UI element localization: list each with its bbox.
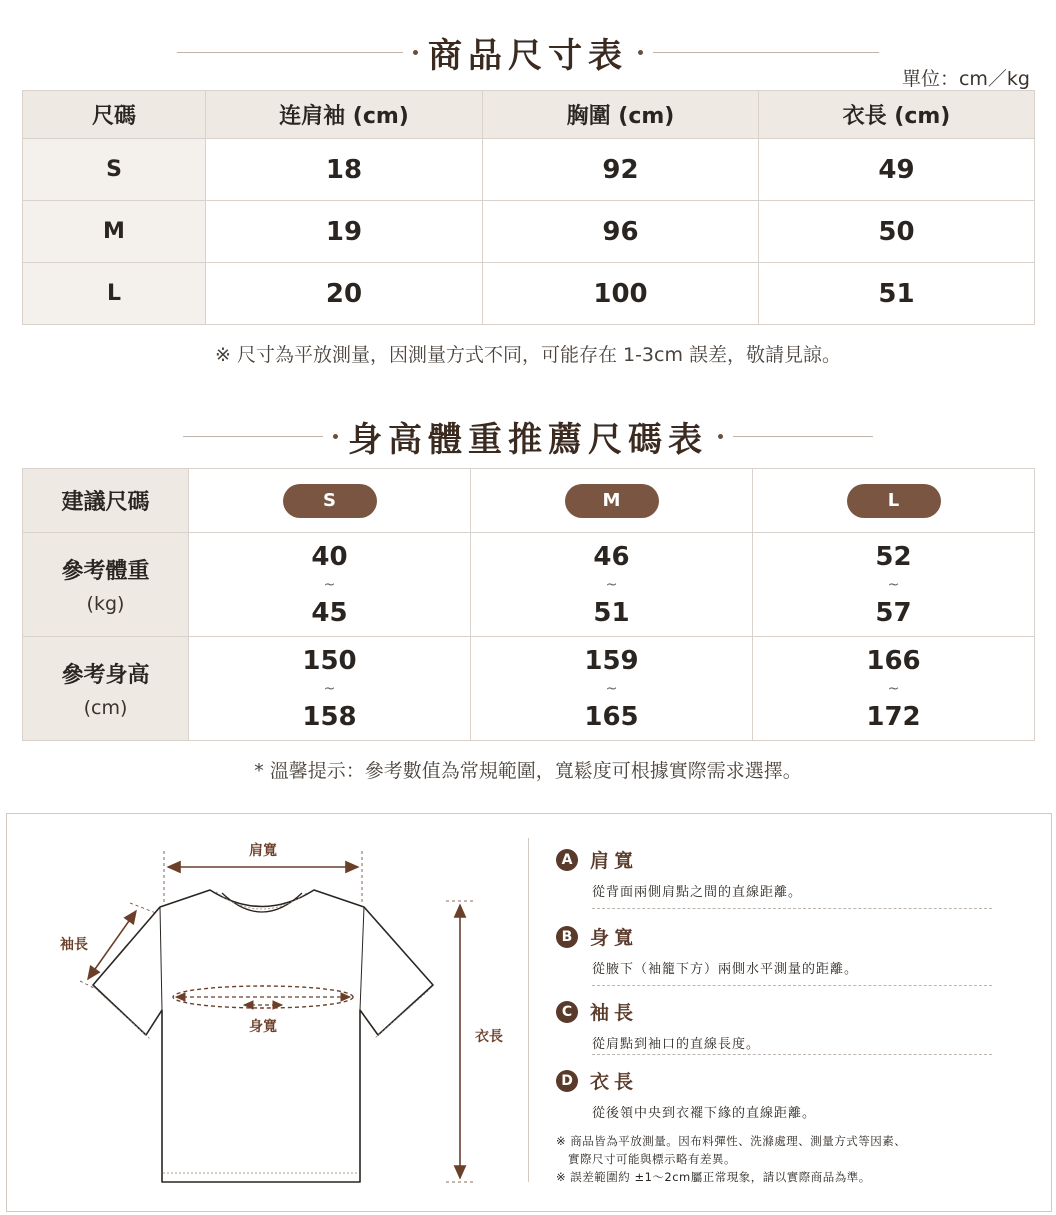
table-row — [23, 533, 1035, 637]
body-label: 身寬 — [249, 1019, 277, 1035]
table-row — [23, 469, 1035, 533]
legend-title: 袖長 — [590, 1002, 639, 1024]
height-row-label — [23, 637, 189, 741]
size-pill: M — [565, 484, 659, 518]
range-min: 166 — [866, 645, 921, 676]
size-cell: L — [23, 263, 206, 325]
recommend-title-row — [0, 412, 1056, 461]
value-cell: 92 — [483, 139, 759, 201]
size-chart-title: 商品尺寸表 — [428, 36, 628, 76]
range-max: 51 — [593, 597, 630, 628]
legend-title: 肩寬 — [590, 850, 639, 872]
legend-item-body — [556, 909, 992, 985]
range-tilde: ~ — [323, 576, 336, 593]
size-pill: S — [283, 484, 377, 518]
title-dot — [333, 434, 338, 439]
table-row — [23, 201, 1035, 263]
size-pill: L — [847, 484, 941, 518]
fine-print — [556, 1132, 906, 1186]
legend-desc: 從背面兩側肩點之間的直線距離。 — [592, 885, 803, 900]
title-dot — [718, 434, 723, 439]
weight-cell — [189, 533, 471, 637]
range-tilde: ~ — [887, 576, 900, 593]
legend-item-shoulder — [556, 846, 992, 908]
legend-title: 衣長 — [590, 1071, 639, 1093]
legend-head — [556, 923, 992, 950]
size-pill-cell — [471, 469, 753, 533]
title-dot — [638, 50, 643, 55]
badge-c: C — [556, 1001, 578, 1023]
size-row-label-text: 建議尺碼 — [61, 490, 150, 515]
title-line-right — [733, 436, 873, 437]
height-cell — [189, 637, 471, 741]
header-sleeve: 连肩袖 (cm) — [206, 91, 483, 139]
table-row — [23, 139, 1035, 201]
range-min: 150 — [302, 645, 357, 676]
value-cell: 96 — [483, 201, 759, 263]
fine-print-line: ※ 誤差範圍約 ±1～2cm屬正常現象，請以實際商品為準。 — [556, 1170, 871, 1184]
weight-cell — [753, 533, 1035, 637]
badge-a: A — [556, 849, 578, 871]
recommend-title: 身高體重推薦尺碼表 — [348, 420, 708, 460]
size-row-label — [23, 469, 189, 533]
range-min: 40 — [311, 541, 348, 572]
height-cell — [471, 637, 753, 741]
size-table — [22, 90, 1035, 325]
range-max: 57 — [875, 597, 912, 628]
guide-divider — [528, 838, 529, 1182]
size-pill-cell — [189, 469, 471, 533]
size-note: ※ 尺寸為平放測量，因測量方式不同，可能存在 1-3cm 誤差，敬請見諒。 — [214, 344, 842, 366]
value-cell: 51 — [759, 263, 1035, 325]
tshirt-outline — [93, 890, 433, 1182]
fine-print-line: ※ 商品皆為平放測量。因布料彈性、洗滌處理、測量方式等因素、 — [556, 1134, 907, 1148]
weight-cell — [471, 533, 753, 637]
height-cell — [753, 637, 1035, 741]
value-cell: 20 — [206, 263, 483, 325]
legend-item-length — [556, 1055, 992, 1123]
range-tilde: ~ — [605, 576, 618, 593]
value-cell: 100 — [483, 263, 759, 325]
legend-desc: 從肩點到袖口的直線長度。 — [592, 1037, 761, 1052]
tshirt-diagram — [0, 813, 530, 1210]
header-length: 衣長 (cm) — [759, 91, 1035, 139]
range-tilde: ~ — [323, 680, 336, 697]
size-cell: S — [23, 139, 206, 201]
height-unit: (cm) — [83, 697, 128, 719]
legend-desc: 從後領中央到衣襬下緣的直線距離。 — [592, 1106, 817, 1121]
table-row — [23, 637, 1035, 741]
value-cell: 50 — [759, 201, 1035, 263]
range-min: 46 — [593, 541, 630, 572]
table-row — [23, 263, 1035, 325]
unit-label: 單位：cm／kg — [901, 68, 1030, 90]
measurement-legend — [556, 846, 992, 1123]
shoulder-label: 肩寬 — [249, 843, 277, 859]
range-tilde: ~ — [887, 680, 900, 697]
legend-head — [556, 998, 992, 1025]
size-table-header — [23, 91, 1035, 139]
weight-label: 參考體重 — [61, 559, 150, 584]
value-cell: 19 — [206, 201, 483, 263]
weight-row-label — [23, 533, 189, 637]
sleeve-guide-top — [130, 903, 156, 913]
legend-item-sleeve — [556, 986, 992, 1054]
range-max: 158 — [302, 701, 357, 732]
range-tilde: ~ — [605, 680, 618, 697]
length-label: 衣長 — [475, 1029, 503, 1045]
value-cell: 18 — [206, 139, 483, 201]
title-line-left — [177, 52, 403, 53]
size-cell: M — [23, 201, 206, 263]
sleeve-label: 袖長 — [60, 937, 88, 953]
range-max: 45 — [311, 597, 348, 628]
range-max: 165 — [584, 701, 639, 732]
weight-unit: (kg) — [86, 593, 125, 615]
fine-print-line: 實際尺寸可能與標示略有差異。 — [556, 1152, 736, 1166]
recommend-note: * 溫馨提示：參考數值為常規範圍，寬鬆度可根據實際需求選擇。 — [254, 760, 802, 782]
size-pill-cell — [753, 469, 1035, 533]
legend-head — [556, 1067, 992, 1094]
height-label: 參考身高 — [61, 663, 150, 688]
range-min: 52 — [875, 541, 912, 572]
size-chart-title-row — [0, 28, 1056, 77]
legend-head — [556, 846, 992, 873]
range-min: 159 — [584, 645, 639, 676]
title-dot — [413, 50, 418, 55]
value-cell: 49 — [759, 139, 1035, 201]
title-line-left — [183, 436, 323, 437]
title-line-right — [653, 52, 879, 53]
recommend-table — [22, 468, 1035, 741]
legend-title: 身寬 — [590, 927, 639, 949]
badge-d: D — [556, 1070, 578, 1092]
range-max: 172 — [866, 701, 921, 732]
badge-b: B — [556, 926, 578, 948]
header-chest: 胸圍 (cm) — [483, 91, 759, 139]
header-size: 尺碼 — [23, 91, 206, 139]
legend-desc: 從腋下（袖籠下方）兩側水平測量的距離。 — [592, 962, 859, 977]
